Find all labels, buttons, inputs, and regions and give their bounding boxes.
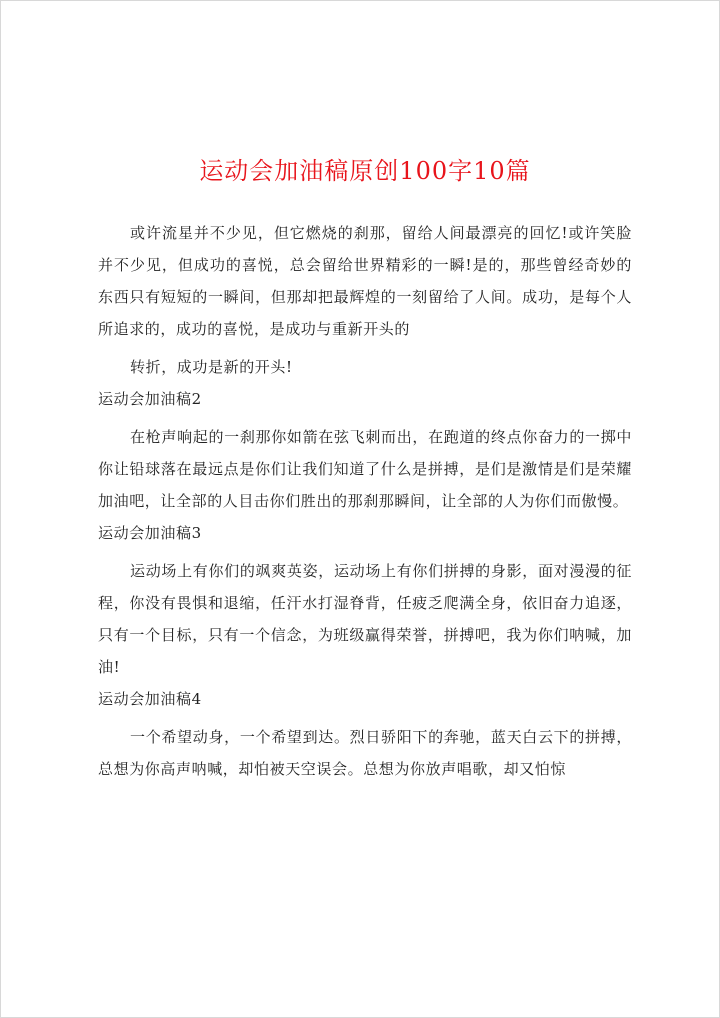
section-heading-3: 运动会加油稿3: [98, 524, 202, 542]
paragraph-5: 一个希望动身，一个希望到达。烈日骄阳下的奔驰，蓝天白云下的拼搏，总想为你高声呐喊，却怕被天空误会。总想为你放声唱歌，却又怕惊: [98, 728, 632, 778]
paragraph-1: 或许流星并不少见，但它燃烧的刹那，留给人间最漂亮的回忆!或许笑脸并不少见，但成功的喜悦，总会留给世界精彩的一瞬!是的，那些曾经奇妙的东西只有短短的一瞬间，但那却把最辉煌的一刻留给了人间。成功，是每个人所追求的，成功的喜悦，是成功与重新开头的: [98, 224, 632, 338]
paragraph-4: 运动场上有你们的飒爽英姿，运动场上有你们拼搏的身影，面对漫漫的征程，你没有畏惧和退缩，任汗水打湿脊背，任疲乏爬满全身，依旧奋力追逐，只有一个目标，只有一个信念，为班级赢得荣誉，拼搏吧，我为你们呐喊，加油!: [98, 562, 632, 676]
paragraph-3: 在枪声响起的一刹那你如箭在弦飞刺而出，在跑道的终点你奋力的一掷中你让铅球落在最远点是你们让我们知道了什么是拼搏，是们是激情是们是荣耀加油吧，让全部的人目击你们胜出的那刹那瞬间，让全部的人为你们而傲慢。: [98, 428, 632, 510]
document-title: 运动会加油稿原创100字10篇: [199, 157, 531, 185]
section-heading-2: 运动会加油稿2: [98, 390, 202, 408]
paragraph-2: 转折，成功是新的开头!: [130, 358, 293, 376]
document-body: [98, 149, 632, 785]
section-heading-4: 运动会加油稿4: [98, 690, 202, 708]
